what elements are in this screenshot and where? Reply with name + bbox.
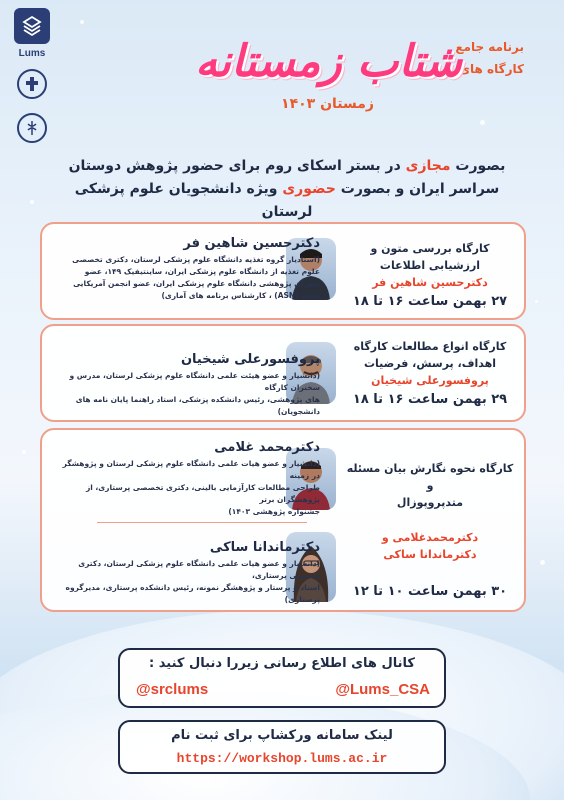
registration-link[interactable]: https://workshop.lums.ac.ir [176, 751, 388, 766]
lums-logo-text: Lums [18, 48, 46, 59]
workshop-title-line: اهداف، پرسش، فرضیات [363, 357, 496, 370]
header [90, 30, 524, 120]
speaker-bio-line: پرستاری) [284, 595, 320, 604]
speaker-name: دکترمحمد غلامی [214, 440, 320, 455]
intro-line2: سراسر ایران و بصورت حضوری ویژه دانشجویان علوم پزشکی لرستان [74, 181, 500, 220]
intro-line1: بصورت مجازی در بستر اسکای روم برای حضور پژوهش دوستان [68, 158, 506, 174]
channel-handle-srclums[interactable]: @srclums [136, 681, 209, 698]
workshop-time: ۲۷ بهمن ساعت ۱۶ تا ۱۸ [352, 294, 508, 309]
divider [97, 522, 307, 523]
snowflake [480, 120, 485, 125]
logo-column [12, 8, 52, 157]
speaker-bio [54, 352, 320, 418]
page-title: شتاب زمستانه [195, 36, 462, 87]
channels-title: کانال های اطلاع رسانی زیررا دنبال کنید : [149, 656, 415, 671]
speaker-bio [54, 440, 320, 518]
speaker-bio-line: شورای پژوهشی دانشگاه علوم پزشکی ایران، عضو انجمن آمریکایی [73, 279, 320, 288]
speaker-name: دکترماندانا ساکی [209, 540, 320, 555]
speaker-bio [54, 236, 320, 302]
workshop-title-line: متدپروپوزال [396, 496, 464, 509]
speaker-name: پروفسورعلی شیخیان [180, 352, 320, 367]
snowflake [22, 450, 26, 454]
header-pre-line1: برنامه جامع [455, 40, 524, 54]
speaker-bio [54, 540, 320, 606]
workshop-card-1 [40, 222, 526, 320]
workshop-person-line: دکترماندانا ساکی [383, 548, 477, 561]
workshop-card-3 [40, 428, 526, 612]
workshop-info [344, 240, 516, 310]
speaker-bio-line: تغذیه (ASN) ، کارشناس برنامه های آماری) [161, 291, 320, 300]
workshop-title: کارگاه بررسی متون و ارزشیابی اطلاعات [370, 242, 490, 272]
channels-box [118, 648, 446, 708]
university-seal-icon [17, 69, 47, 99]
speaker-bio-line: (دانشیار و عضو هیات علمی دانشگاه علوم پزشکی لرستان و پژوهشگر در زمینه [62, 459, 320, 480]
registration-title: لینک سامانه ورکشاپ برای ثبت نام [171, 728, 393, 743]
workshop-title-line: کارگاه انواع مطالعات کارگاه [353, 340, 507, 353]
snowflake [80, 20, 84, 24]
workshop-time: ۳۰ بهمن ساعت ۱۰ تا ۱۲ [352, 584, 508, 599]
channel-handle-lums-csa[interactable]: @Lums_CSA [335, 681, 430, 698]
speaker-bio-line: های پژوهشی، رئیس دانشکده پزشکی، استاد راهنما پایان نامه های دانشجویان) [75, 395, 320, 416]
speaker-bio-line: (دانشیار و عضو هیئت علمی دانشگاه علوم پزشکی لرستان، مدرس و سخنران کارگاه [69, 371, 320, 392]
workshop-person: پروفسورعلی شیخیان [371, 374, 489, 387]
workshop-person-line: دکترمحمدغلامی و [381, 531, 479, 544]
season-label: زمستان ۱۴۰۳ [281, 96, 374, 112]
workshop-time: ۲۹ بهمن ساعت ۱۶ تا ۱۸ [352, 392, 508, 407]
research-center-seal-icon [17, 113, 47, 143]
snowflake [30, 200, 34, 204]
workshop-info [344, 460, 516, 600]
snowflake [535, 300, 538, 303]
registration-box [118, 720, 446, 774]
speaker-name: دکترحسین شاهین فر [183, 236, 320, 251]
speaker-bio-line: استاد و پرستار و پژوهشگر نمونه، رئیس دانشکده پرستاری، مدیرگروه [65, 583, 320, 592]
intro-text [50, 155, 524, 224]
header-pre-line2: کارگاه های [459, 62, 524, 76]
workshop-title-line: کارگاه نحوه نگارش بیان مسئله و [346, 462, 514, 492]
speaker-bio-line: (استادیار گروه تغذیه دانشگاه علوم پزشکی لرستان، دکتری تخصصی [72, 255, 320, 264]
speaker-bio-line: علوم تغذیه از دانشگاه علوم پزشکی ایران، ساینتیفیک ۱۴۹، عضو [84, 267, 320, 276]
lums-logo [14, 8, 50, 44]
snowflake [540, 560, 545, 565]
speaker-bio-line: (دانشیار و عضو هیات علمی دانشگاه علوم پزشکی لرستان، دکتری تخصصی پرستاری، [78, 559, 320, 580]
workshop-card-2 [40, 324, 526, 422]
speaker-bio-line: طراحی مطالعات کارآزمایی بالینی، دکتری تخصصی پرستاری، از پژوهشگران برتر [85, 483, 320, 504]
workshop-person: دکترحسین شاهین فر [372, 276, 488, 289]
speaker-bio-line: جشنواره پژوهشی ۱۴۰۳) [228, 507, 320, 516]
workshop-info [344, 338, 516, 408]
